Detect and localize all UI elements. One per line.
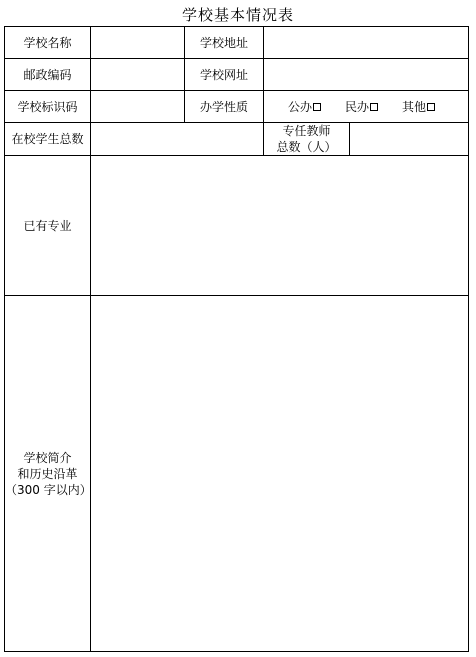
option-other[interactable]	[402, 99, 435, 115]
majors-field[interactable]	[91, 156, 468, 295]
row-students-teachers	[5, 123, 468, 156]
school-name-label: 学校名称	[5, 27, 91, 58]
profile-label-line3: （300 字以内）	[5, 482, 92, 497]
school-info-form	[4, 26, 469, 652]
checkbox-public[interactable]	[313, 103, 321, 111]
total-teachers-field[interactable]	[350, 123, 468, 155]
total-teachers-label-line2: 总数（人）	[276, 140, 337, 154]
school-website-label: 学校网址	[185, 59, 264, 90]
total-students-field[interactable]	[91, 123, 264, 155]
total-teachers-label	[264, 123, 350, 155]
profile-label-line2: 和历史沿革	[17, 466, 78, 481]
school-address-field[interactable]	[264, 27, 468, 58]
option-public[interactable]	[288, 99, 321, 115]
row-postal-code	[5, 59, 468, 91]
option-private-label: 民办	[345, 99, 370, 114]
school-address-label: 学校地址	[185, 27, 264, 58]
checkbox-private[interactable]	[370, 103, 378, 111]
total-students-label: 在校学生总数	[5, 123, 91, 155]
total-teachers-label-line1: 专任教师	[282, 124, 331, 138]
form-title: 学校基本情况表	[181, 6, 294, 24]
option-public-label: 公办	[288, 99, 313, 114]
row-profile	[5, 296, 468, 651]
checkbox-other[interactable]	[427, 103, 435, 111]
option-other-label: 其他	[402, 99, 427, 114]
postal-code-label: 邮政编码	[5, 59, 91, 90]
school-name-field[interactable]	[91, 27, 185, 58]
profile-field[interactable]	[91, 296, 468, 651]
postal-code-field[interactable]	[91, 59, 185, 90]
majors-label: 已有专业	[5, 156, 91, 295]
profile-label	[5, 296, 91, 651]
school-id-label: 学校标识码	[5, 91, 91, 122]
profile-label-line1: 学校简介	[23, 450, 72, 465]
school-type-options	[264, 91, 468, 122]
school-id-field[interactable]	[91, 91, 185, 122]
option-private[interactable]	[345, 99, 378, 115]
row-school-name	[5, 27, 468, 59]
school-type-label: 办学性质	[185, 91, 264, 122]
row-school-id	[5, 91, 468, 123]
row-majors	[5, 156, 468, 296]
school-website-field[interactable]	[264, 59, 468, 90]
